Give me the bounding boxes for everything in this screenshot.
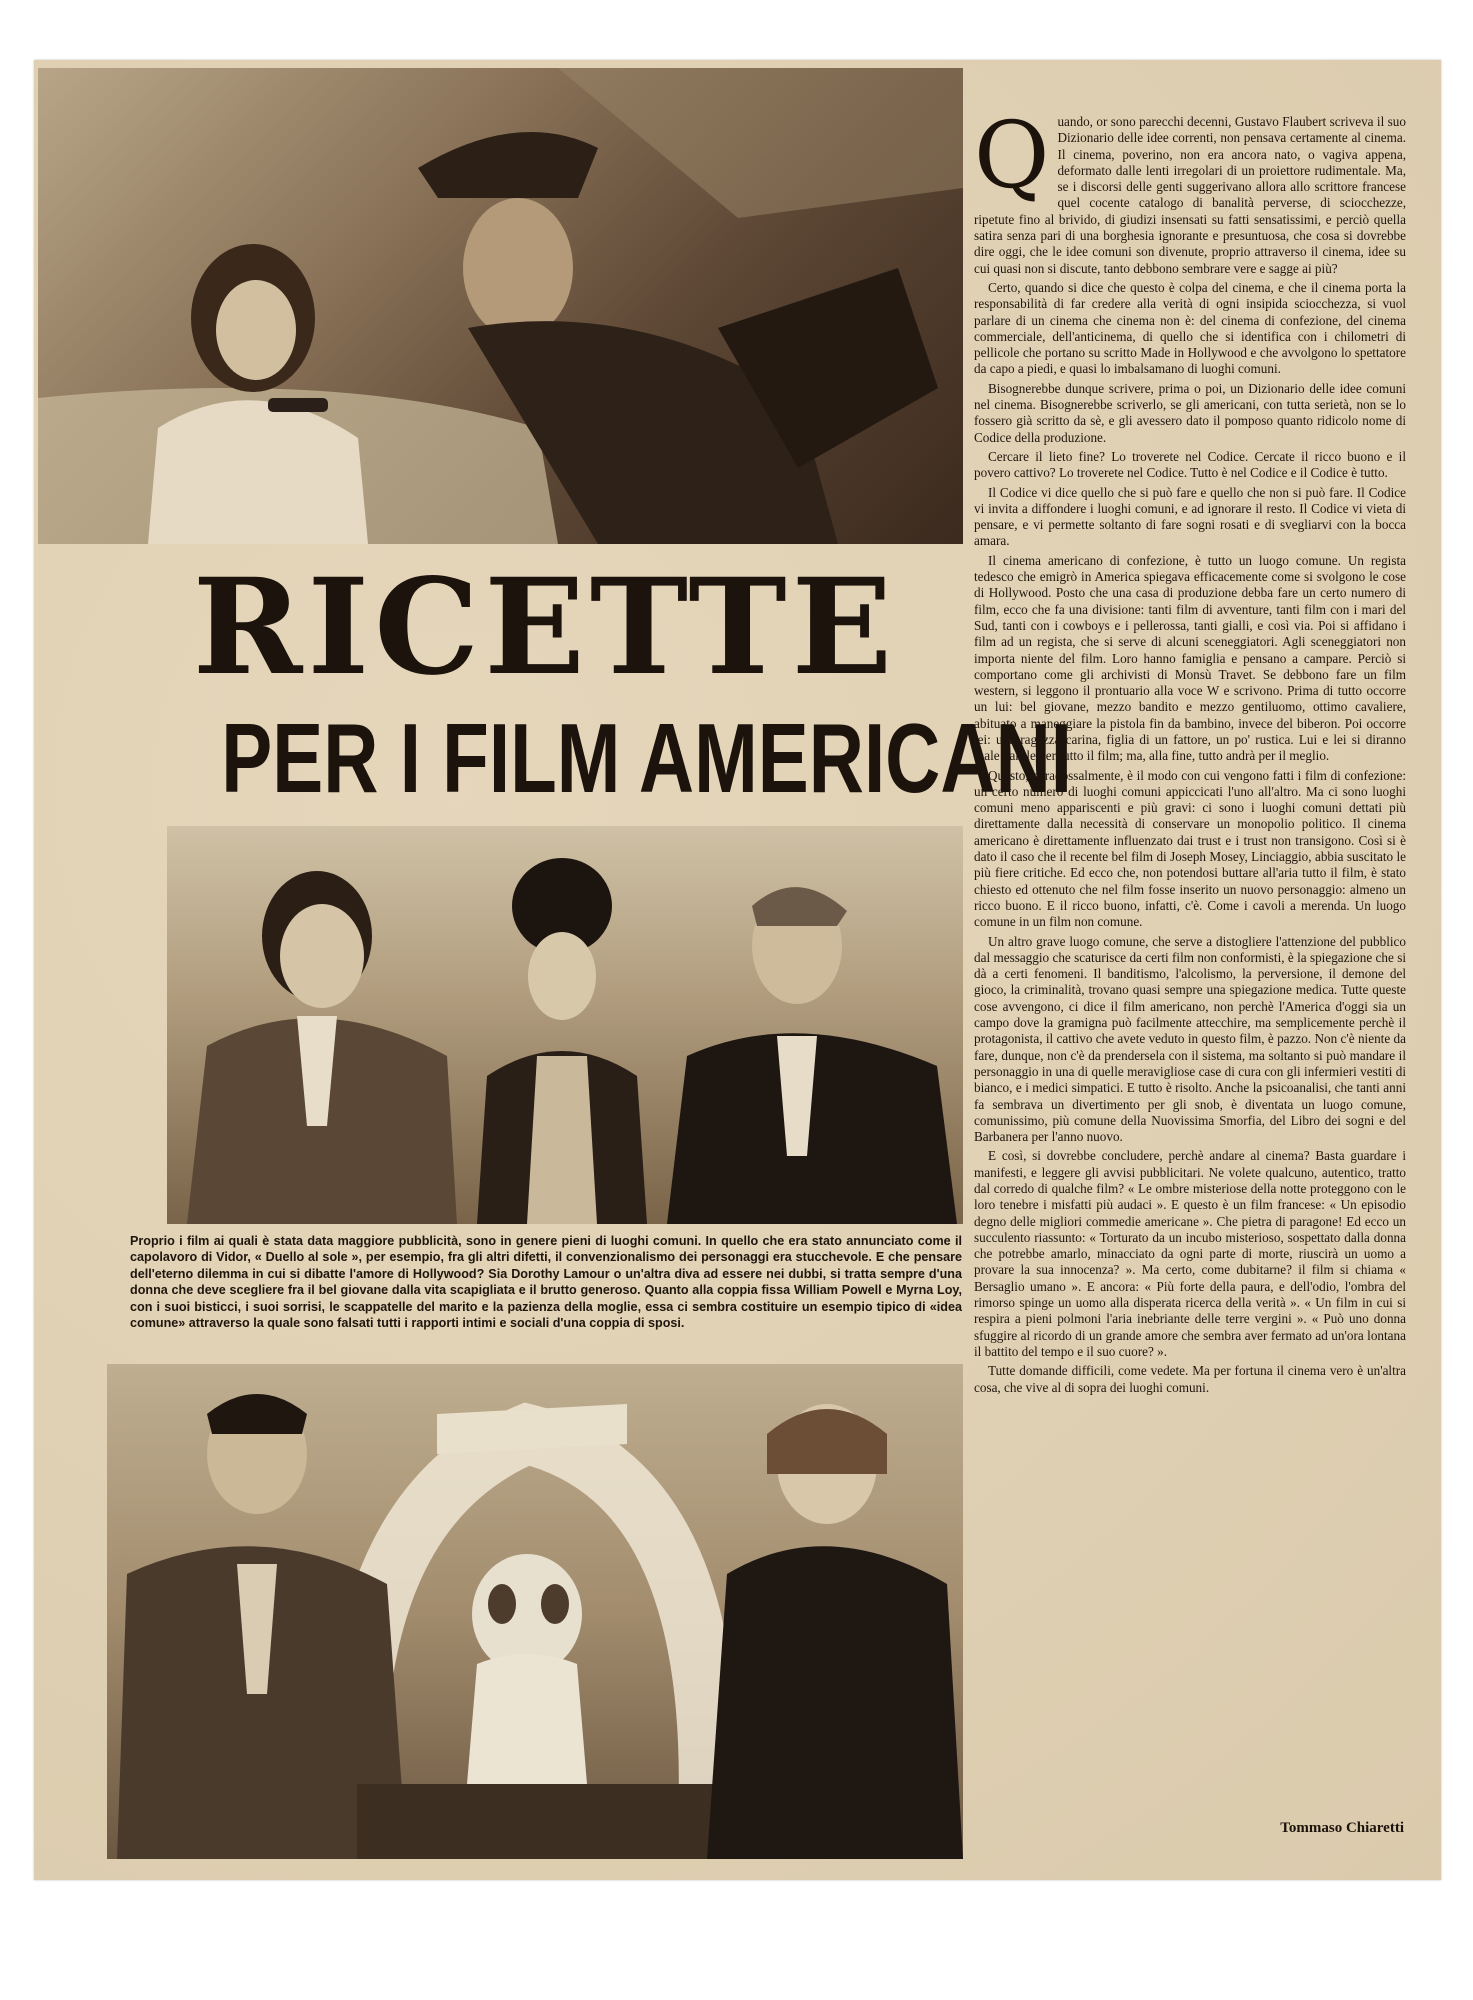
article-paragraph: Un altro grave luogo comune, che serve a distogliere l'attenzione del pubblico dal messaggio che scaturisce da certi film non conformisti, è la spiegazione che si dà a certi fenomeni. Il banditismo, l'alcolismo, la perversione, il demone del gioco, la criminalità, trovano quasi sempre una spiegazione medica. Tutte queste cose avvengono, ci dice il film americano, non perchè l'America d'oggi sia un campo dove la gramigna può facilmente attecchire, ma semplicemente perchè il protagonista, il cattivo che avete veduto in questo film, è pazzo. Non c'è niente da fare, dunque, non c'è da prendersela con il sistema, ma soltanto si può mandare il personaggio in una di quelle meravigliose case di cura con gli infermieri vestiti di bianco, e i medici simpatici. E tutto è risolto. Anche la psicoanalisi, che tanti anni fa sembrava un divertimento per gli snob, è diventata un luogo comune, comunissimo, più comune della Nuovissima Smorfia, del Libro dei sogni e del Barbanera per l'anno nuovo. (974, 933, 1406, 1145)
article-paragraph: Cercare il lieto fine? Lo troverete nel Codice. Cercate il ricco buono e il povero cattivo? Lo troverete nel Codice. Tutto è nel Codice e il Codice è tutto. (974, 448, 1406, 481)
film-still-couple-with-dog (107, 1364, 963, 1859)
article-paragraph: E così, si dovrebbe concludere, perchè andare al cinema? Basta guardare i manifesti, e leggere gli avvisi pubblicitari. Ne volete qualcuno, autentico, tratto dal corredo di qualche film? « Le ombre misteriose della notte proteggono con le loro tenebre i misfatti più audaci ». E questo è un film francese: « Un episodio degno delle migliori commedie americane ». Che pietra di paragone! Ed ecco un succulento riassunto: « Torturato da un incubo misterioso, sospettato dalla donna che potrebbe amarlo, minacciato da ogni parte di morte, riuscirà un uomo a provare la sua innocenza? ». Ma certo, come dubitarne? il film si chiama « Bersaglio umano ». E ancora: « Più forte della paura, e dell'odio, l'ombra del rimorso spinge un uomo alla disperata ricerca della verità ». « Un film in cui si respira a pieni polmoni l'aria inebriante delle terre vergini ». « Può uno donna sfuggire al ricordo di un grande amore che sembra aver fermato ad un'ora lontana il battito del tempo e il suo cuore? ». (974, 1148, 1406, 1359)
article-paragraph (974, 114, 1406, 277)
drop-cap: Q (974, 114, 1050, 209)
western-scene-illustration (38, 68, 963, 544)
trio-scene-illustration (167, 826, 963, 1224)
headline-main: RICETTE (192, 550, 898, 705)
couple-dog-illustration (107, 1364, 963, 1859)
film-still-western (38, 68, 963, 544)
headline-sub: PER I FILM AMERICANI (221, 703, 1073, 813)
magazine-page (34, 60, 1441, 1880)
paragraph-text: uando, or sono parecchi decenni, Gustavo Flaubert scriveva il suo Dizionario delle idee correnti, non pensava certamente al cinema. Il cinema, poverino, non era ancora nato, o vagiva appena, deformato dalle lenti irregolari di un proiettore rudimentale. Ma, se i discorsi delle genti suggerivano allora allo scrittore francese quel cocente catalogo di banalità perverse, di sciocchezze, ripetute fino al brivido, di giudizi insensati su fatti sensatissimi, e perciò quella satira senza pari di una borghesia ignorante e presuntuosa, che cosa si dovrebbe dire oggi, che le idee comuni son divenute, proprio attraverso il cinema, idee su cui quasi non si discute, tanto debbono sembrare vere e sagge ai più? (974, 114, 1406, 276)
photo-caption: Proprio i film ai quali è stata data maggiore pubblicità, sono in genere pieni di luoghi comuni. In quello che era stato annunciato come il capolavoro di Vidor, « Duello al sole », per esempio, fra gli altri difetti, il convenzionalismo dei personaggi era stucchevole. E che pensare dell'eterno dilemma in cui si dibatte l'amore di Hollywood? Sia Dorothy Lamour o un'altra diva ad essere nei dubbi, si tratta sempre d'una donna che deve scegliere fra il bel giovane dalla vita scapigliata e il brutto generoso. Quanto alla coppia fissa William Powell e Myrna Loy, con i suoi bisticci, i suoi sorrisi, le scappatelle del marito e la pazienza della moglie, essa ci sembra costituire un esempio tipico di «idea comune» attraverso la quale sono falsati tutti i rapporti intimi e sociali d'una coppia di sposi. (130, 1234, 962, 1331)
article-paragraph: Certo, quando si dice che questo è colpa del cinema, e che il cinema porta la responsabilità di far credere alla verità di ogni insipida sciocchezza, si vuol parlare di un cinema che cinema non è: del cinema di confezione, del cinema commerciale, dell'anticinema, di quello che si identifica con i chilometri di pellicole che portano su scritto Made in Hollywood e che avvolgono lo spettatore da capo a piedi, e quasi lo imbalsamano di luoghi comuni. (974, 279, 1406, 377)
article-paragraph: Questo, paradossalmente, è il modo con cui vengono fatti i film di confezione: un certo numero di luoghi comuni appiccicati l'uno all'altro. Ma ci sono luoghi comuni meno appariscenti e più gravi: ci sono i luoghi comuni dettati più direttamente dalla necessità di conservare un monopolio politico. Il cinema americano è direttamente influenzato dai trust e i trust non transigono. Così si è dato il caso che il recente bel film di Joseph Mosey, Linciaggio, abbia suscitato le più fiere critiche. Ed ecco che, non potendosi buttare all'aria tutto il film, è stato chiesto ed ottenuto che nel film fosse inserito un nuovo personaggio: almeno un ricco buono. E il ricco buono, infatti, c'è. Come i cavoli a merenda. Un luogo comune in un film non comune. (974, 767, 1406, 930)
article-paragraph: Bisognerebbe dunque scrivere, prima o poi, un Dizionario delle idee comuni nel cinema. Bisognerebbe scriverlo, se gli americani, con tutta serietà, non se lo fossero già scritto da sè, e gli avessero dato il pomposo quanto ridicolo nome di Codice della produzione. (974, 380, 1406, 445)
film-still-trio (167, 826, 963, 1224)
article-body (974, 114, 1406, 1804)
author-byline: Tommaso Chiaretti (1280, 1820, 1404, 1836)
article-paragraph: Il Codice vi dice quello che si può fare e quello che non si può fare. Il Codice vi invita a diffondere i luoghi comuni, e ad ignorare il resto. Il Codice vi vieta di pensare, e vi permette soltanto di fare sogni rosati e di svegliarvi con la bocca amara. (974, 484, 1406, 549)
article-paragraph: Tutte domande difficili, come vedete. Ma per fortuna il cinema vero è un'altra cosa, che vive al di sopra dei luoghi comuni. (974, 1363, 1406, 1395)
article-paragraph: Il cinema americano di confezione, è tutto un luogo comune. Un regista tedesco che emigrò in America spiegava efficacemente come si svolgono le cose di Hollywood. Posto che una casa di produzione debba fare un certo numero di film, ecco che fa una divisione: tanti film di avventure, tanti film con i mari del Sud, tanti con i cowboys e i pellerossa, tanti gialli, e così via. Poi si affidano i film ad un regista, che si serve di alcuni sceneggiatori. Agli sceneggiatori non importa niente del film. Loro hanno famiglia e pensano a campare. Perciò si comportano come gli archivisti di Monsù Travet. Se debbono fare un film western, si leggono il prontuario alla voce W e scrivono. Prima di tutto occorre un lui: bel giovane, mezzo bandito e mezzo gentiluomo, ottimo cavaliere, abituato a maneggiare la pistola fin da bambino, invece del biberon. Poi occorre lei: una ragazza carina, figlia di un fattore, un po' rustica. Lui e lei si diranno male parole per tutto il film; ma, alla fine, tutto andrà per il meglio. (974, 552, 1406, 764)
